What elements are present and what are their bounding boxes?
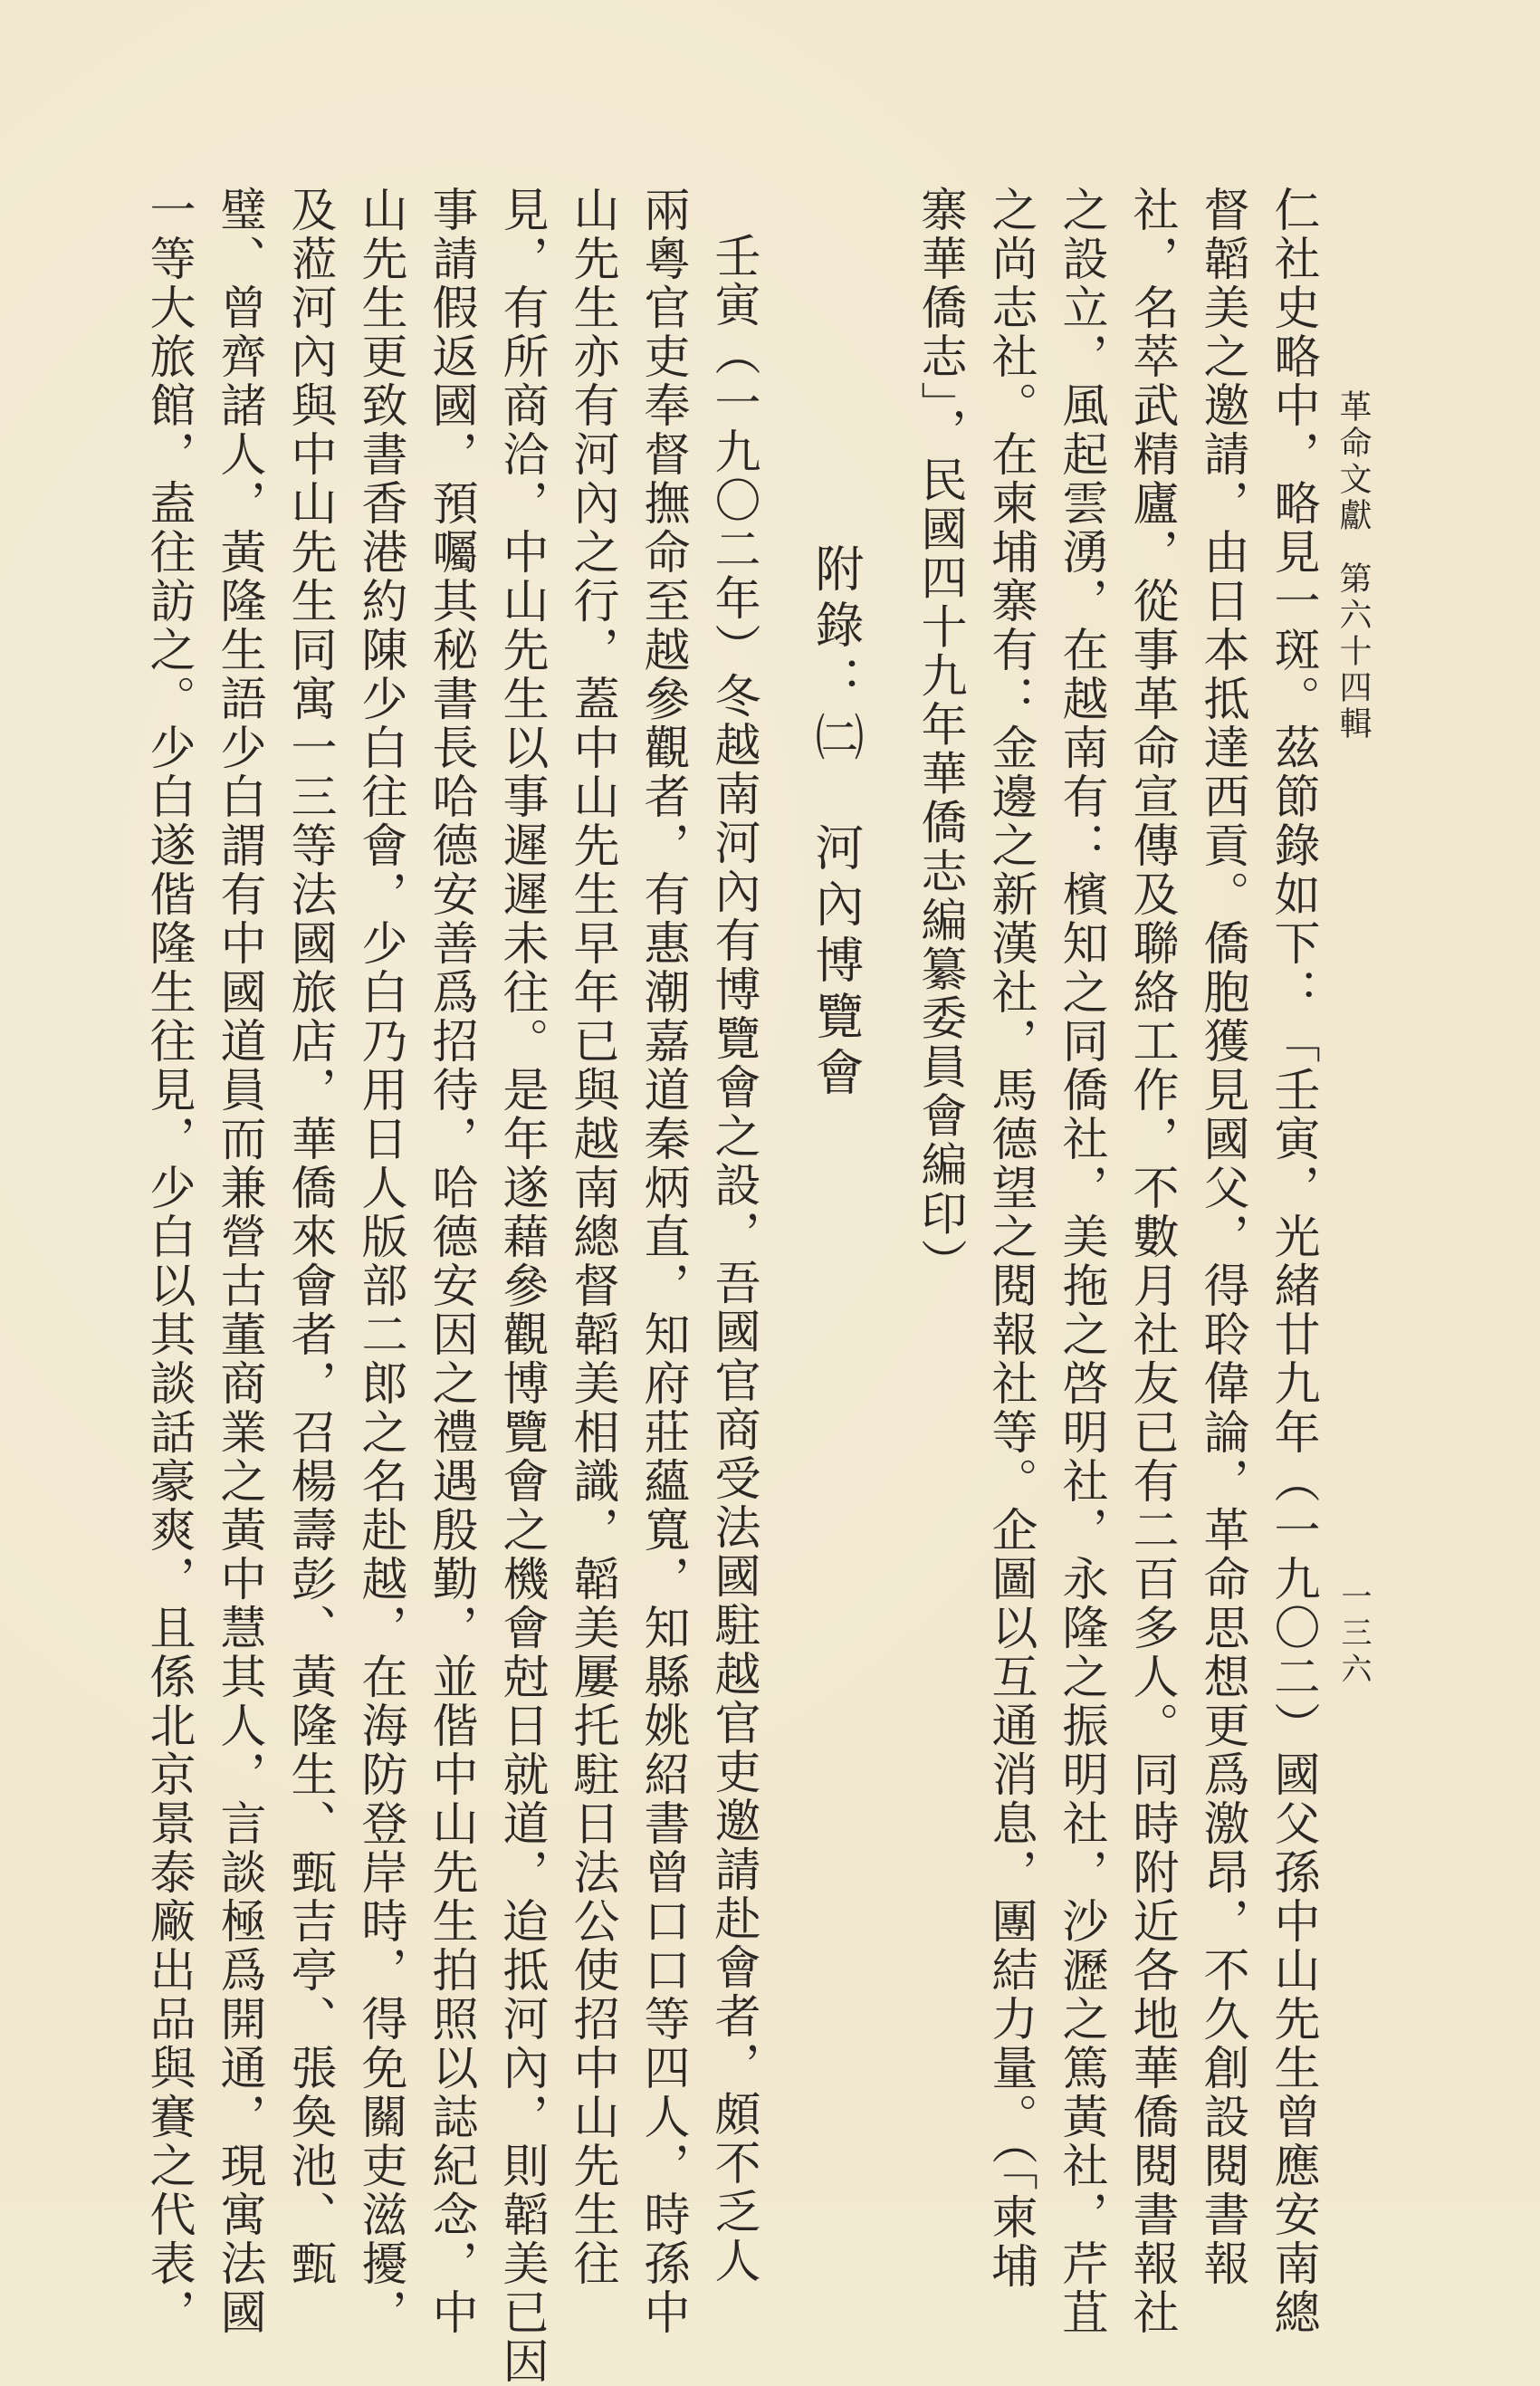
text-column: 之尚志社。在柬埔寨有：金邊之新漢社，馬德望之閱報社等。企圖以互通消息，團結力量。（「柬埔 xyxy=(983,186,1037,2291)
running-header xyxy=(1331,389,1376,743)
body-text xyxy=(132,186,1327,2386)
text-column: 督韜美之邀請，由日本抵達西貢。僑胞獲見國父，得聆偉論，革命思想更爲激昂，不久創設閱書報 xyxy=(1195,186,1248,2288)
text-column: 山先生亦有河內之行，蓋中山先生早年已與越南總督韜美相識，韜美屢托駐日法公使招中山先生往 xyxy=(565,186,618,2288)
section-number: ㈡ xyxy=(808,712,865,768)
text-column: 及蒞河內與中山先生同寓一三等法國旅店，華僑來會者，召楊壽彭、黃隆生、甄吉亭、張奐池、甄 xyxy=(282,186,336,2288)
book-title: 革命文獻 xyxy=(1334,389,1372,534)
text-column: 一等大旅館，盍往訪之。少白遂偕隆生往見，少白以其談話豪爽，且係北京景泰廠出品與賽之代表， xyxy=(141,186,195,2337)
section-title: 河內博覽會 xyxy=(808,822,865,1103)
volume-label: 第六十四輯 xyxy=(1334,561,1372,743)
text-column: 社，名萃武精廬，從事革命宣傳及聯絡工作，不數月社友已有二百多人。同時附近各地華僑閱書報社 xyxy=(1124,186,1178,2337)
text-column: 仁社史略中，略見一斑。茲節錄如下：「壬寅，光緒廿九年（一九〇二）國父孫中山先生曾應安南總 xyxy=(1266,186,1319,2337)
page-number: 一三六 xyxy=(1335,1580,1372,1689)
text-column: 山先生更致書香港約陳少白往會，少白乃用日人版部二郎之名赴越，在海防登岸時，得免關吏滋擾， xyxy=(353,186,407,2337)
text-column: 事請假返國，預囑其秘書長哈德安善爲招待，哈德安因之禮遇殷勤，並偕中山先生拍照以誌紀念，中 xyxy=(424,186,477,2337)
text-column: 璧、曾齊諸人，黃隆生語少白謂有中國道員而兼營古董商業之黃中慧其人，言談極爲開通，現寓法國 xyxy=(212,186,265,2337)
section-heading xyxy=(768,186,904,1997)
section-label: 附錄： xyxy=(808,543,865,712)
text-column: 見，有所商洽，中山先生以事遲遲未往。是年遂藉參觀博覽會之機會尅日就道，迨抵河內，則韜美已因 xyxy=(494,186,548,2386)
text-column: 壬寅（一九〇二年）冬越南河內有博覽會之設，吾國官商受法國駐越官吏邀請赴會者，頗不乏人 xyxy=(706,232,760,2285)
text-column: 之設立，風起雲湧，在越南有：檳知之同僑社，美拖之啓明社，永隆之振明社，沙瀝之篤黃社，芹苴 xyxy=(1054,186,1107,2337)
text-column: 寨華僑志」，民國四十九年華僑志編纂委員會編印） xyxy=(913,186,966,1288)
text-column: 兩粵官吏奉督撫命至越參觀者，有惠潮嘉道秦炳直，知府莊蘊寬，知縣姚紹書曾口口等四人，時孫中 xyxy=(636,186,689,2337)
